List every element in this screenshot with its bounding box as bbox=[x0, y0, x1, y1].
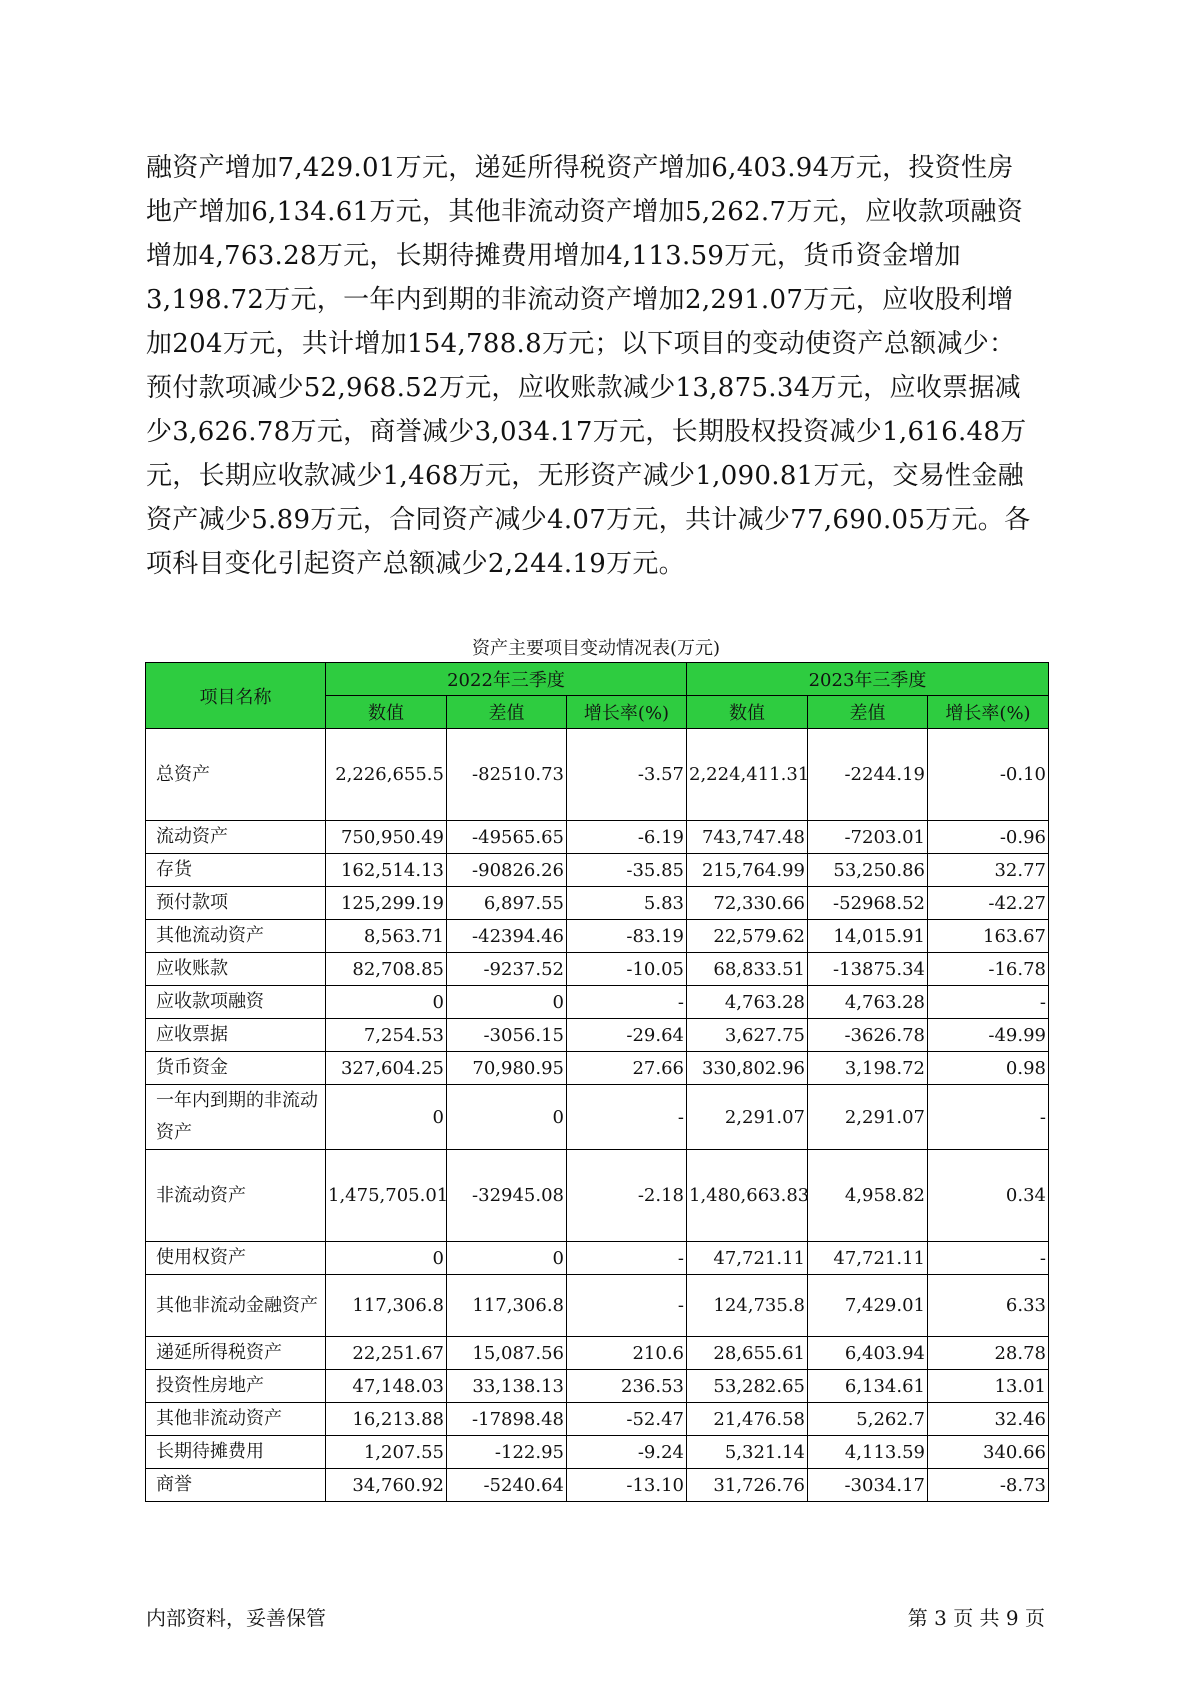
cell-d23: 14,015.91 bbox=[808, 920, 928, 953]
cell-g23: -49.99 bbox=[928, 1019, 1049, 1052]
cell-v22: 7,254.53 bbox=[326, 1019, 447, 1052]
cell-g22: - bbox=[567, 986, 687, 1019]
table-row bbox=[146, 1085, 1049, 1150]
cell-d23: 53,250.86 bbox=[808, 854, 928, 887]
paragraph-line: 加204万元，共计增加154,788.8万元；以下项目的变动使资产总额减少： bbox=[146, 329, 1016, 359]
header-diff-2023: 差值 bbox=[808, 696, 928, 729]
cell-v23: 53,282.65 bbox=[687, 1370, 808, 1403]
header-group-2023: 2023年三季度 bbox=[687, 663, 1049, 696]
cell-d23: -2244.19 bbox=[808, 729, 928, 821]
cell-g23: - bbox=[928, 1242, 1049, 1275]
cell-d22: 0 bbox=[447, 1242, 567, 1275]
cell-g23: - bbox=[928, 986, 1049, 1019]
table-row bbox=[146, 1275, 1049, 1337]
cell-g22: - bbox=[567, 1275, 687, 1337]
cell-v23: 215,764.99 bbox=[687, 854, 808, 887]
table-row bbox=[146, 854, 1049, 887]
paragraph-line: 地产增加6,134.61万元，其他非流动资产增加5,262.7万元，应收款项融资 bbox=[146, 197, 1024, 227]
body-paragraph bbox=[146, 146, 1046, 586]
cell-v22: 0 bbox=[326, 1085, 447, 1150]
cell-g23: 163.67 bbox=[928, 920, 1049, 953]
header-value-2022: 数值 bbox=[326, 696, 447, 729]
cell-v22: 22,251.67 bbox=[326, 1337, 447, 1370]
cell-d23: -3034.17 bbox=[808, 1469, 928, 1502]
paragraph-line: 元，长期应收款减少1,468万元，无形资产减少1,090.81万元，交易性金融 bbox=[146, 461, 1024, 491]
cell-v23: 28,655.61 bbox=[687, 1337, 808, 1370]
cell-v22: 47,148.03 bbox=[326, 1370, 447, 1403]
cell-d22: -17898.48 bbox=[447, 1403, 567, 1436]
cell-g23: 32.77 bbox=[928, 854, 1049, 887]
row-item-name: 预付款项 bbox=[146, 887, 326, 920]
cell-v22: 1,207.55 bbox=[326, 1436, 447, 1469]
cell-v23: 1,480,663.83 bbox=[687, 1150, 808, 1242]
cell-v22: 327,604.25 bbox=[326, 1052, 447, 1085]
cell-v22: 1,475,705.01 bbox=[326, 1150, 447, 1242]
cell-d23: -52968.52 bbox=[808, 887, 928, 920]
paragraph-line: 资产减少5.89万元，合同资产减少4.07万元，共计减少77,690.05万元。各 bbox=[146, 505, 1031, 535]
table-row bbox=[146, 821, 1049, 854]
cell-v23: 4,763.28 bbox=[687, 986, 808, 1019]
cell-v23: 330,802.96 bbox=[687, 1052, 808, 1085]
cell-d23: 6,403.94 bbox=[808, 1337, 928, 1370]
cell-v22: 16,213.88 bbox=[326, 1403, 447, 1436]
cell-g22: -52.47 bbox=[567, 1403, 687, 1436]
cell-d22: 0 bbox=[447, 1085, 567, 1150]
cell-d22: 0 bbox=[447, 986, 567, 1019]
cell-v22: 750,950.49 bbox=[326, 821, 447, 854]
cell-v23: 31,726.76 bbox=[687, 1469, 808, 1502]
table-row bbox=[146, 1242, 1049, 1275]
row-item-name: 其他流动资产 bbox=[146, 920, 326, 953]
paragraph-line: 预付款项减少52,968.52万元，应收账款减少13,875.34万元，应收票据减 bbox=[146, 373, 1021, 403]
cell-g23: 340.66 bbox=[928, 1436, 1049, 1469]
cell-d23: 6,134.61 bbox=[808, 1370, 928, 1403]
cell-g23: -0.96 bbox=[928, 821, 1049, 854]
cell-g23: -8.73 bbox=[928, 1469, 1049, 1502]
row-item-name: 应收票据 bbox=[146, 1019, 326, 1052]
cell-d22: -9237.52 bbox=[447, 953, 567, 986]
cell-g23: 6.33 bbox=[928, 1275, 1049, 1337]
table-row bbox=[146, 953, 1049, 986]
cell-v23: 743,747.48 bbox=[687, 821, 808, 854]
cell-g22: -35.85 bbox=[567, 854, 687, 887]
paragraph-line: 3,198.72万元，一年内到期的非流动资产增加2,291.07万元，应收股利增 bbox=[146, 285, 1014, 315]
cell-v23: 124,735.8 bbox=[687, 1275, 808, 1337]
paragraph-line: 少3,626.78万元，商誉减少3,034.17万元，长期股权投资减少1,616.48万 bbox=[146, 417, 1027, 447]
row-item-name: 应收款项融资 bbox=[146, 986, 326, 1019]
header-item-name: 项目名称 bbox=[146, 663, 326, 729]
cell-g23: -0.10 bbox=[928, 729, 1049, 821]
row-item-name: 投资性房地产 bbox=[146, 1370, 326, 1403]
cell-g22: 27.66 bbox=[567, 1052, 687, 1085]
table-row bbox=[146, 986, 1049, 1019]
asset-change-table bbox=[145, 662, 1049, 1502]
cell-g23: 28.78 bbox=[928, 1337, 1049, 1370]
cell-v22: 0 bbox=[326, 1242, 447, 1275]
cell-g23: 0.98 bbox=[928, 1052, 1049, 1085]
cell-d23: 3,198.72 bbox=[808, 1052, 928, 1085]
table-row bbox=[146, 1436, 1049, 1469]
header-diff-2022: 差值 bbox=[447, 696, 567, 729]
cell-d23: 4,113.59 bbox=[808, 1436, 928, 1469]
cell-d22: -3056.15 bbox=[447, 1019, 567, 1052]
header-growth-2023: 增长率(%) bbox=[928, 696, 1049, 729]
cell-g23: -16.78 bbox=[928, 953, 1049, 986]
cell-d23: 4,763.28 bbox=[808, 986, 928, 1019]
cell-g22: 210.6 bbox=[567, 1337, 687, 1370]
table-row bbox=[146, 1150, 1049, 1242]
cell-v23: 22,579.62 bbox=[687, 920, 808, 953]
cell-g23: -42.27 bbox=[928, 887, 1049, 920]
cell-g22: 236.53 bbox=[567, 1370, 687, 1403]
cell-g22: -2.18 bbox=[567, 1150, 687, 1242]
cell-v22: 125,299.19 bbox=[326, 887, 447, 920]
cell-d22: 117,306.8 bbox=[447, 1275, 567, 1337]
cell-v22: 8,563.71 bbox=[326, 920, 447, 953]
footer-page-number: 第 3 页 共 9 页 bbox=[907, 1606, 1045, 1630]
cell-g22: - bbox=[567, 1085, 687, 1150]
cell-d22: 6,897.55 bbox=[447, 887, 567, 920]
cell-d23: 7,429.01 bbox=[808, 1275, 928, 1337]
table-row bbox=[146, 887, 1049, 920]
header-group-2022: 2022年三季度 bbox=[326, 663, 687, 696]
cell-g22: - bbox=[567, 1242, 687, 1275]
cell-v22: 0 bbox=[326, 986, 447, 1019]
footer-confidential: 内部资料，妥善保管 bbox=[146, 1606, 326, 1630]
cell-d22: 15,087.56 bbox=[447, 1337, 567, 1370]
cell-d23: 47,721.11 bbox=[808, 1242, 928, 1275]
cell-d22: -49565.65 bbox=[447, 821, 567, 854]
cell-v23: 5,321.14 bbox=[687, 1436, 808, 1469]
cell-v22: 82,708.85 bbox=[326, 953, 447, 986]
row-item-name: 总资产 bbox=[146, 729, 326, 821]
cell-g22: -9.24 bbox=[567, 1436, 687, 1469]
cell-v23: 2,291.07 bbox=[687, 1085, 808, 1150]
row-item-name: 流动资产 bbox=[146, 821, 326, 854]
cell-g22: 5.83 bbox=[567, 887, 687, 920]
cell-g22: -29.64 bbox=[567, 1019, 687, 1052]
row-item-name: 商誉 bbox=[146, 1469, 326, 1502]
paragraph-line: 增加4,763.28万元，长期待摊费用增加4,113.59万元，货币资金增加 bbox=[146, 241, 961, 271]
table-row bbox=[146, 1019, 1049, 1052]
cell-d23: 2,291.07 bbox=[808, 1085, 928, 1150]
row-item-name: 长期待摊费用 bbox=[146, 1436, 326, 1469]
cell-g22: -3.57 bbox=[567, 729, 687, 821]
cell-d22: -32945.08 bbox=[447, 1150, 567, 1242]
cell-d22: 33,138.13 bbox=[447, 1370, 567, 1403]
cell-d22: -5240.64 bbox=[447, 1469, 567, 1502]
row-item-name: 存货 bbox=[146, 854, 326, 887]
row-item-name: 应收账款 bbox=[146, 953, 326, 986]
cell-d22: -90826.26 bbox=[447, 854, 567, 887]
cell-g23: 0.34 bbox=[928, 1150, 1049, 1242]
table-caption: 资产主要项目变动情况表(万元) bbox=[471, 638, 721, 659]
cell-v23: 72,330.66 bbox=[687, 887, 808, 920]
row-item-name: 使用权资产 bbox=[146, 1242, 326, 1275]
cell-v23: 21,476.58 bbox=[687, 1403, 808, 1436]
row-item-name: 其他非流动金融资产 bbox=[146, 1275, 326, 1337]
cell-g22: -10.05 bbox=[567, 953, 687, 986]
cell-d23: -13875.34 bbox=[808, 953, 928, 986]
table-row bbox=[146, 729, 1049, 821]
cell-v23: 3,627.75 bbox=[687, 1019, 808, 1052]
row-item-name: 递延所得税资产 bbox=[146, 1337, 326, 1370]
cell-g22: -6.19 bbox=[567, 821, 687, 854]
table-row bbox=[146, 1052, 1049, 1085]
row-item-name: 货币资金 bbox=[146, 1052, 326, 1085]
cell-d22: -122.95 bbox=[447, 1436, 567, 1469]
table-row bbox=[146, 1370, 1049, 1403]
cell-v22: 162,514.13 bbox=[326, 854, 447, 887]
cell-d23: -3626.78 bbox=[808, 1019, 928, 1052]
row-item-name: 一年内到期的非流动资产 bbox=[146, 1085, 326, 1150]
cell-g23: 13.01 bbox=[928, 1370, 1049, 1403]
cell-d23: 4,958.82 bbox=[808, 1150, 928, 1242]
cell-g22: -13.10 bbox=[567, 1469, 687, 1502]
cell-v23: 47,721.11 bbox=[687, 1242, 808, 1275]
header-value-2023: 数值 bbox=[687, 696, 808, 729]
cell-d22: -42394.46 bbox=[447, 920, 567, 953]
cell-d23: -7203.01 bbox=[808, 821, 928, 854]
cell-v23: 68,833.51 bbox=[687, 953, 808, 986]
cell-g23: - bbox=[928, 1085, 1049, 1150]
row-item-name: 非流动资产 bbox=[146, 1150, 326, 1242]
paragraph-line: 融资产增加7,429.01万元，递延所得税资产增加6,403.94万元，投资性房 bbox=[146, 153, 1014, 183]
cell-v22: 117,306.8 bbox=[326, 1275, 447, 1337]
cell-g22: -83.19 bbox=[567, 920, 687, 953]
cell-g23: 32.46 bbox=[928, 1403, 1049, 1436]
cell-v23: 2,224,411.31 bbox=[687, 729, 808, 821]
header-growth-2022: 增长率(%) bbox=[567, 696, 687, 729]
table-row bbox=[146, 1337, 1049, 1370]
cell-d22: 70,980.95 bbox=[447, 1052, 567, 1085]
table-row bbox=[146, 920, 1049, 953]
paragraph-line: 项科目变化引起资产总额减少2,244.19万元。 bbox=[146, 549, 685, 579]
table-row bbox=[146, 1403, 1049, 1436]
cell-d23: 5,262.7 bbox=[808, 1403, 928, 1436]
cell-v22: 2,226,655.5 bbox=[326, 729, 447, 821]
row-item-name: 其他非流动资产 bbox=[146, 1403, 326, 1436]
cell-d22: -82510.73 bbox=[447, 729, 567, 821]
cell-v22: 34,760.92 bbox=[326, 1469, 447, 1502]
table-row bbox=[146, 1469, 1049, 1502]
